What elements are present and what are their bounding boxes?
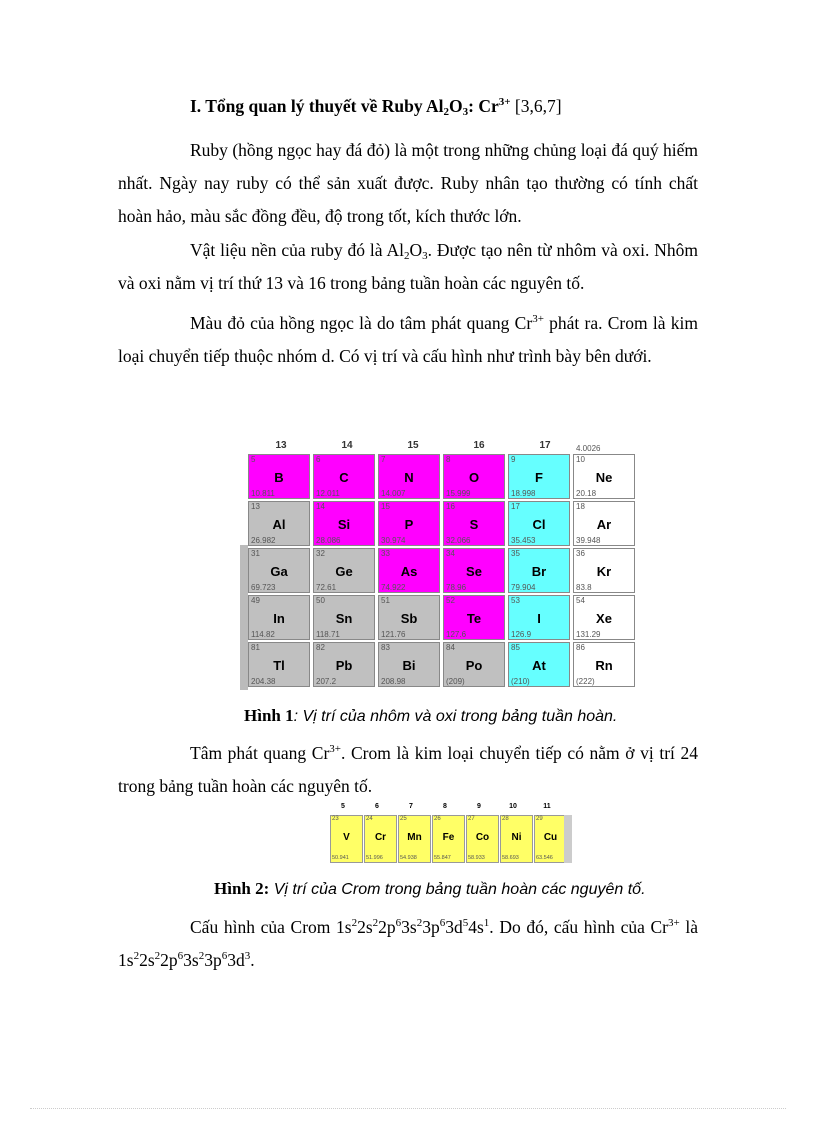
group-label: 8	[443, 803, 447, 810]
element-cell-ga	[248, 548, 310, 593]
element-cell-n	[378, 454, 440, 499]
group-label: 15	[407, 440, 419, 451]
element-symbol: Ni	[511, 832, 522, 843]
element-number: 18	[576, 502, 585, 511]
periodic-table-figure-1	[240, 440, 640, 690]
element-mass: (222)	[576, 677, 595, 686]
element-mass: 131.29	[576, 630, 601, 639]
paragraph-chromium: Màu đỏ của hồng ngọc là do tâm phát quang $Cr^{3+}$ phát ra. Crom là kim loại chuyển tiếp thuộc nhóm d. Có vị trí và cấu hình như trình bày bên dưới.	[118, 313, 698, 366]
element-symbol: O	[468, 470, 480, 485]
element-symbol: Te	[466, 611, 482, 626]
element-number: 9	[511, 455, 516, 464]
element-mass: 51.996	[366, 855, 383, 861]
element-symbol: F	[535, 470, 543, 485]
element-cell-br	[508, 548, 570, 593]
element-symbol: Xe	[596, 611, 612, 626]
element-number: 49	[251, 596, 260, 605]
paragraph-ruby-intro: Ruby (hồng ngọc hay đá đỏ) là một trong những chủng loại đá quý hiếm nhất. Ngày nay ruby có thể sản xuất được. Ruby nhân tạo thường có tính chất hoàn hảo, màu sắc đồng đều, độ trong tốt, kích thước lớn.	[118, 140, 698, 226]
group-label: 17	[539, 440, 551, 451]
group-label: 11	[543, 803, 551, 810]
section-title: I. Tổng quan lý thuyết về Ruby $Al_2O_3$: $Cr^{3+}$ [3,6,7]	[190, 96, 562, 118]
figure-2-caption: Hình 2: Vị trí của Crom trong bảng tuần hoàn các nguyên tố.	[214, 879, 646, 898]
element-mass: 10.811	[251, 489, 275, 498]
element-mass: 14.007	[381, 489, 406, 498]
element-mass: 54.938	[400, 855, 417, 861]
element-cell-mn	[398, 815, 431, 863]
element-symbol: Se	[466, 564, 482, 579]
element-cell-rn	[573, 642, 635, 687]
element-number: 15	[381, 502, 390, 511]
element-cell-cu	[534, 815, 567, 863]
element-number: 35	[511, 549, 520, 558]
element-cell-in	[248, 595, 310, 640]
element-mass: 69.723	[251, 583, 276, 592]
paragraph-electron-config: Cấu hình của Crom $1s^22s^22p^63s^23p^63d^54s^1$. Do đó, cấu hình của $Cr^{3+}$ là $1s^22s^22p^63s^23p^63d^3$.	[118, 917, 698, 970]
element-mass: 26.982	[251, 536, 276, 545]
element-mass: 207.2	[316, 677, 337, 686]
element-cell-po	[443, 642, 505, 687]
element-mass: 15.999	[446, 489, 471, 498]
element-symbol: Sb	[400, 611, 418, 626]
element-mass: 55.847	[434, 855, 451, 861]
element-number: 6	[316, 455, 321, 464]
element-mass: 30.974	[381, 536, 406, 545]
element-mass: 83.8	[576, 583, 592, 592]
element-cell-pb	[313, 642, 375, 687]
paragraph-chromium-position: Tâm phát quang $Cr^{3+}$. Crom là kim loại chuyển tiếp có nằm ở vị trí 24 trong bảng tuần hoàn các nguyên tố.	[118, 743, 698, 796]
element-symbol: Si	[337, 517, 351, 532]
element-symbol: P	[404, 517, 414, 532]
element-mass: 12.011	[316, 489, 340, 498]
group-label: 10	[509, 803, 517, 810]
element-number: 51	[381, 596, 390, 605]
element-symbol: Cu	[543, 832, 558, 843]
element-number: 84	[446, 643, 455, 652]
element-mass: 50.941	[332, 855, 349, 861]
element-cell-ar	[573, 501, 635, 546]
element-cell-as	[378, 548, 440, 593]
element-cell-ni	[500, 815, 533, 863]
element-cell-cr	[364, 815, 397, 863]
element-mass: 20.18	[576, 489, 597, 498]
element-symbol: Tl	[273, 658, 285, 673]
element-number: 83	[381, 643, 390, 652]
element-mass: 74.922	[381, 583, 406, 592]
element-number: 53	[511, 596, 520, 605]
element-cell-fe	[432, 815, 465, 863]
element-mass: 208.98	[381, 677, 406, 686]
element-number: 24	[366, 816, 373, 822]
element-number: 29	[536, 816, 543, 822]
element-symbol: Ga	[270, 564, 288, 579]
element-cell-s	[443, 501, 505, 546]
element-mass: 4.0026	[576, 444, 601, 453]
element-symbol: Ne	[595, 470, 613, 485]
element-symbol: N	[404, 470, 414, 485]
element-mass: 204.38	[251, 677, 276, 686]
element-number: 33	[381, 549, 390, 558]
element-mass: 63.546	[536, 855, 553, 861]
element-number: 13	[251, 502, 260, 511]
element-cell-i	[508, 595, 570, 640]
element-symbol: Ge	[335, 564, 353, 579]
element-symbol: Pb	[335, 658, 353, 673]
element-symbol: Cl	[532, 517, 546, 532]
element-number: 25	[400, 816, 407, 822]
element-symbol: Mn	[407, 832, 422, 843]
element-number: 8	[446, 455, 451, 464]
element-mass: 126.9	[511, 630, 532, 639]
group-label: 16	[473, 440, 485, 451]
element-symbol: Cr	[374, 832, 387, 843]
element-cell-xe	[573, 595, 635, 640]
element-symbol: B	[274, 470, 284, 485]
element-mass: 39.948	[576, 536, 601, 545]
element-number: 85	[511, 643, 520, 652]
element-cell-ne	[573, 444, 635, 499]
element-mass: (209)	[446, 677, 465, 686]
element-number: 81	[251, 643, 260, 652]
element-symbol: C	[339, 470, 349, 485]
element-mass: 32.066	[446, 536, 471, 545]
element-cell-se	[443, 548, 505, 593]
group-label: 6	[375, 803, 379, 810]
element-number: 54	[576, 596, 585, 605]
element-number: 5	[251, 455, 256, 464]
element-cell-sn	[313, 595, 375, 640]
element-number: 50	[316, 596, 325, 605]
element-number: 82	[316, 643, 325, 652]
element-mass: 79.904	[511, 583, 536, 592]
figure-1-caption: Hình 1: Vị trí của nhôm và oxi trong bảng tuần hoàn.	[244, 706, 618, 725]
element-symbol: As	[400, 564, 418, 579]
element-symbol: Sn	[335, 611, 353, 626]
element-cell-te	[443, 595, 505, 640]
element-cell-tl	[248, 642, 310, 687]
element-number: 86	[576, 643, 585, 652]
element-cell-ge	[313, 548, 375, 593]
page-footer-rule	[30, 1108, 786, 1109]
element-mass: 35.453	[511, 536, 536, 545]
element-mass: 114.82	[251, 630, 275, 639]
element-mass: 18.998	[511, 489, 536, 498]
element-symbol: Kr	[596, 564, 612, 579]
element-number: 31	[251, 549, 260, 558]
element-mass: 127.6	[446, 630, 467, 639]
element-symbol: At	[532, 658, 546, 673]
element-mass: (210)	[511, 677, 530, 686]
element-cell-p	[378, 501, 440, 546]
element-number: 10	[576, 455, 585, 464]
element-mass: 58.933	[468, 855, 485, 861]
element-symbol: I	[537, 611, 541, 626]
element-mass: 58.693	[502, 855, 519, 861]
element-number: 28	[502, 816, 509, 822]
element-number: 52	[446, 596, 455, 605]
element-number: 14	[316, 502, 325, 511]
element-number: 27	[468, 816, 475, 822]
element-cell-c	[313, 454, 375, 499]
element-cell-cl	[508, 501, 570, 546]
element-number: 7	[381, 455, 386, 464]
element-mass: 118.71	[316, 630, 340, 639]
element-symbol: Rn	[595, 658, 613, 673]
group-label: 9	[477, 803, 481, 810]
table-edge	[564, 815, 572, 863]
element-symbol: Ar	[596, 517, 612, 532]
paragraph-substrate: Vật liệu nền của ruby đó là $Al_2O_3$. Được tạo nên từ nhôm và oxi. Nhôm và oxi nằm vị trí thứ 13 và 16 trong bảng tuần hoàn các nguyên tố.	[118, 240, 698, 293]
element-mass: 78.96	[446, 583, 467, 592]
element-cell-v	[330, 815, 363, 863]
element-symbol: Po	[465, 658, 483, 673]
group-label: 14	[341, 440, 353, 451]
element-cell-co	[466, 815, 499, 863]
element-number: 26	[434, 816, 441, 822]
element-symbol: Fe	[442, 832, 455, 843]
group-label: 7	[409, 803, 413, 810]
element-cell-bi	[378, 642, 440, 687]
element-cell-b	[248, 454, 310, 499]
element-symbol: Al	[272, 517, 286, 532]
group-label: 13	[275, 440, 287, 451]
element-number: 34	[446, 549, 455, 558]
element-cell-f	[508, 454, 570, 499]
element-symbol: S	[469, 517, 479, 532]
element-cell-sb	[378, 595, 440, 640]
element-mass: 121.76	[381, 630, 406, 639]
element-mass: 28.086	[316, 536, 341, 545]
element-cell-si	[313, 501, 375, 546]
element-cell-al	[248, 501, 310, 546]
element-number: 32	[316, 549, 325, 558]
element-symbol: Co	[475, 832, 490, 843]
element-number: 23	[332, 816, 339, 822]
element-number: 36	[576, 549, 585, 558]
table-edge	[240, 545, 248, 690]
element-symbol: V	[343, 832, 350, 843]
element-cell-o	[443, 454, 505, 499]
periodic-table-figure-2	[316, 803, 572, 869]
element-cell-kr	[573, 548, 635, 593]
element-cell-at	[508, 642, 570, 687]
group-label: 5	[341, 803, 345, 810]
element-number: 16	[446, 502, 455, 511]
element-number: 17	[511, 502, 520, 511]
element-symbol: Bi	[402, 658, 416, 673]
element-symbol: Br	[531, 564, 547, 579]
element-symbol: In	[273, 611, 285, 626]
element-mass: 72.61	[316, 583, 337, 592]
